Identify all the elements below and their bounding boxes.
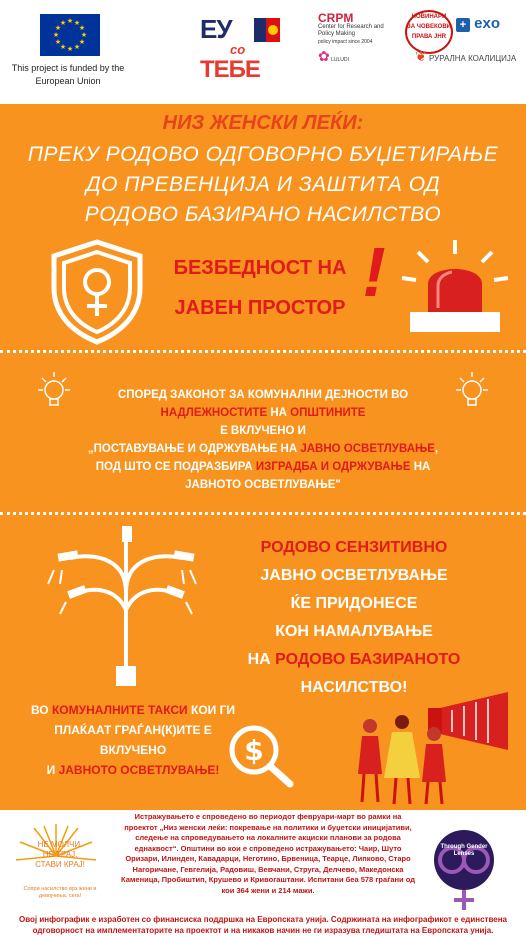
svg-text:★: ★ (66, 17, 74, 25)
gl-line5b: РОДОВО БАЗИРАНОТО (275, 651, 461, 668)
eyco-line3: ТЕБЕ (200, 56, 260, 83)
gl-line5a: НА (247, 651, 276, 668)
law-line5 (60, 458, 466, 476)
exclamation-mark: ! (362, 233, 386, 311)
subtitle-line2: ДО ПРЕВЕНЦИЈА И ЗАШТИТА ОД (85, 173, 441, 196)
fees-line4a: И (46, 763, 59, 777)
law-construction: ИЗГРАДБА И ОДРЖУВАЊЕ (255, 461, 411, 473)
svg-text:★: ★ (80, 31, 88, 39)
law-line3: Е ВКЛУЧЕНО И (220, 425, 306, 437)
gl-line3: ЌЕ ПРИДОНЕСЕ (290, 595, 418, 612)
law-municipalities: ОПШТИНИТЕ (290, 407, 366, 419)
svg-text:★: ★ (59, 43, 67, 51)
fees-line4 (20, 760, 246, 780)
eu-disclaimer: Овој инфографик е изработен со финансиска поддршка на Европската унија. Содржината на инфографикот е единствена одговорност на имплементаторите на проектот и на никаков начин не ги изразува гледиштата на Европската унија. (18, 915, 507, 935)
flower-icon: ✿ (318, 48, 330, 64)
gl-line2: ЈАВНО ОСВЕТЛУВАЊЕ (260, 567, 448, 584)
svg-text:★: ★ (52, 31, 60, 39)
eu-so-tebe-logo (200, 12, 280, 82)
svg-text:★: ★ (78, 38, 86, 46)
svg-text:★: ★ (59, 19, 67, 27)
law-line5a: ПОД ШТО СЕ ПОДРАЗБИРА (95, 461, 256, 473)
research-note: Истражувањето е спроведено во периодот февруари-март во рамки на проектот „Низ женски леќи: покревање на политики и буџетски иницијативи, следење на спроведувањето на локалните акциски планови за родова еднаквост“. Општини во кои е спроведено истражувањето: Чаир, Шуто Оризари, Илинден, Кавадарци, Неготино, Брвеница, Теарце, Липково, Старо Нагоричане, Гевгелија, Радовиш, Вевчани, Струга, Делчево, Македонска Каменица, Пробиштип, Крушево и Кривогаштани. Испитани беа 578 граѓани од кои 364 жени и 214 мажи. (121, 812, 415, 895)
law-public-lighting: ЈАВНО ОСВЕТЛУВАЊЕ (300, 443, 435, 455)
luludi-name: LULUDI (331, 57, 349, 63)
crpm-name: CRPM (318, 11, 354, 25)
gender-lenses-logo-icon (424, 824, 504, 914)
gender-lighting-message (224, 534, 484, 702)
lotus-icon: ❦ (415, 48, 427, 64)
law-line5c: НА (410, 461, 431, 473)
stop-violence-logo (20, 840, 100, 900)
law-line2 (60, 404, 466, 422)
header-logos (0, 0, 526, 104)
fees-line1 (20, 700, 246, 720)
svg-text:★: ★ (66, 45, 74, 53)
law-line4 (60, 440, 466, 458)
exo-name: exo (474, 15, 501, 32)
safety-heading (150, 248, 370, 328)
law-competences: НАДЛЕЖНОСТИТЕ (160, 407, 268, 419)
exo-icon: + (456, 18, 470, 32)
stop-line1: НЕ МОЛЧИ. (37, 840, 83, 849)
gl-line6: НАСИЛСТВО! (300, 679, 408, 696)
law-line4a: „ПОСТАВУВАЊЕ И ОДРЖУВАЊЕ НА (87, 443, 301, 455)
svg-text:★: ★ (73, 19, 81, 27)
law-paragraph (60, 386, 466, 494)
women-megaphone-icon (340, 690, 520, 808)
stop-sub: Сопри насилство врз жени и девојчиња, сега! (23, 886, 97, 899)
page-title: НИЗ ЖЕНСКИ ЛЕЌИ: (162, 112, 364, 134)
eu-flag-icon (40, 14, 100, 56)
exo-logo (456, 15, 516, 32)
novinari-logo: НОВИНАРИ ЗА ЧОВЕКОВИ ПРАВА JHR (405, 10, 453, 54)
eyco-line1: ЕУ (200, 14, 232, 44)
gl-line1: РОДОВО СЕНЗИТИВНО (260, 539, 448, 556)
luludi-logo (318, 48, 410, 65)
footer (0, 810, 526, 935)
svg-text:★: ★ (73, 43, 81, 51)
rural-coalition-name: РУРАЛНА КОАЛИЦИЈА (428, 54, 517, 63)
fees-line1c: КОИ ГИ (187, 703, 236, 717)
fees-line2: ПЛАЌААТ ГРАЃАН(К)ИТЕ Е (54, 723, 212, 737)
svg-text:$: $ (244, 734, 264, 767)
money-search-icon (224, 720, 298, 790)
fees-message (20, 700, 246, 780)
law-line6: ЈАВНОТО ОСВЕТЛУВАЊЕ" (185, 479, 341, 491)
crpm-tagline: policy impact since 2004 (318, 39, 373, 45)
svg-text:★: ★ (54, 24, 62, 32)
crpm-sub: Center for Research and Policy Making (318, 24, 384, 37)
flag-icon (250, 16, 284, 46)
svg-text:★: ★ (78, 24, 86, 32)
gl-line5 (224, 646, 484, 674)
fees-public-lighting: ЈАВНОТО ОСВЕТЛУВАЊЕ! (58, 763, 220, 777)
page-subtitle (0, 140, 526, 230)
eu-funding-caption: This project is funded by the European Union (11, 63, 125, 86)
rural-coalition-logo (415, 48, 519, 64)
divider (0, 512, 526, 515)
siren-icon (400, 238, 510, 338)
stop-line3: СТАВИ КРАЈ! (35, 860, 85, 869)
law-line4c: , (434, 443, 439, 455)
divider (0, 350, 526, 353)
fees-line1a: ВО (30, 703, 52, 717)
safety-line2: ЈАВЕН ПРОСТОР (174, 297, 346, 319)
svg-text:★: ★ (54, 38, 62, 46)
crpm-logo (318, 11, 398, 47)
gender-lenses-label: Through Gender Lenses (440, 844, 488, 857)
street-light-icon (40, 522, 220, 702)
shield-female-icon (42, 236, 152, 346)
divider (0, 98, 526, 101)
law-na: НА (267, 407, 291, 419)
subtitle-line1: ПРЕКУ РОДОВО ОДГОВОРНО БУЏЕТИРАЊЕ (27, 143, 499, 166)
subtitle-line3: РОДОВО БАЗИРАНО НАСИЛСТВО (84, 203, 442, 226)
fees-line3: ВКЛУЧЕНО (99, 743, 167, 757)
fees-communal-taxes: КОМУНАЛНИТЕ ТАКСИ (51, 703, 188, 717)
eyco-line2: со (230, 42, 246, 57)
law-line1: СПОРЕД ЗАКОНОТ ЗА КОМУНАЛНИ ДЕЈНОСТИ ВО (117, 389, 409, 401)
stop-line2: НЕ ТРАЈ. (42, 850, 78, 859)
safety-line1: БЕЗБЕДНОСТ НА (173, 257, 347, 279)
gl-line4: КОН НАМАЛУВАЊЕ (275, 623, 433, 640)
